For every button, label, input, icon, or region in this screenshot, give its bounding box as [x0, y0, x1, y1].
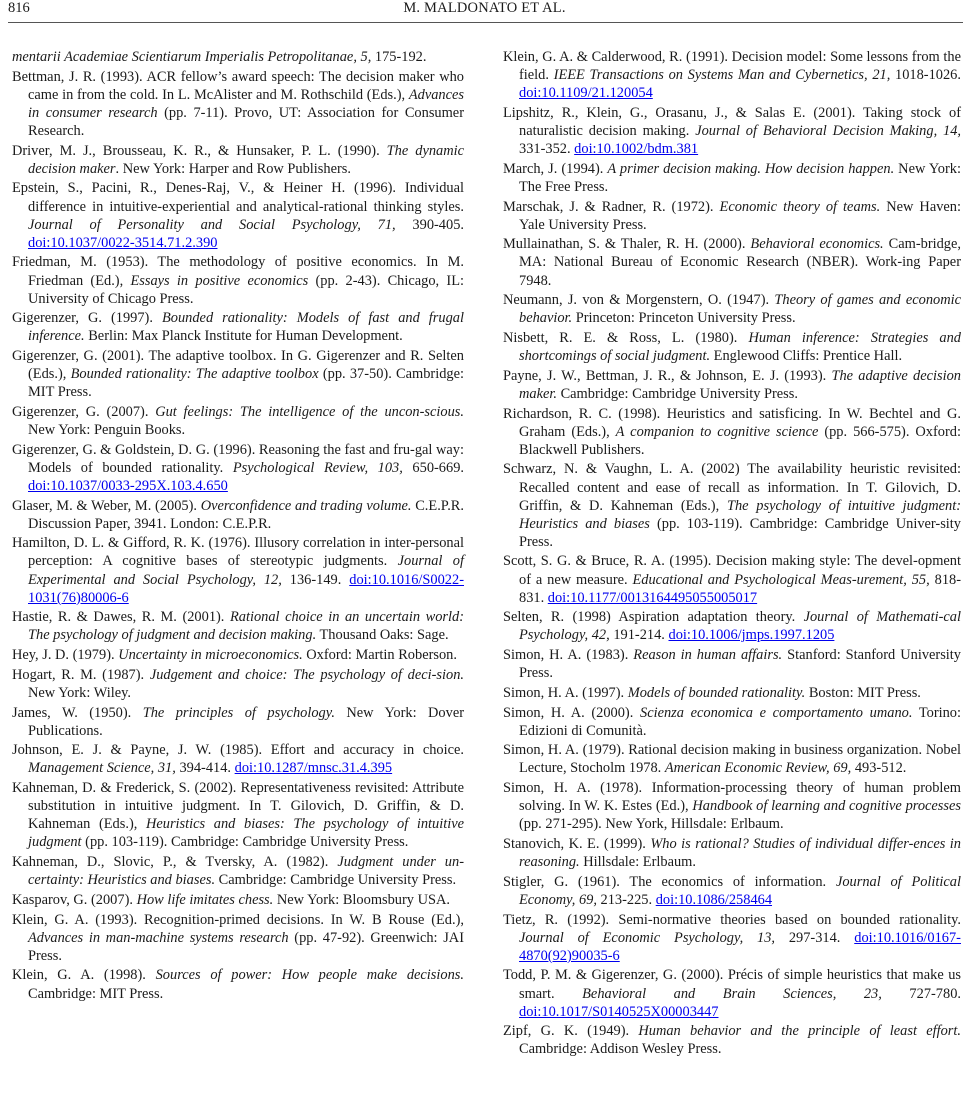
doi-link[interactable]: doi:10.1016/S0022-1031(76)80006-6 — [28, 571, 464, 606]
reference-italic-text: Heuristics and biases: The psychology of intuitive judgment — [28, 816, 464, 851]
reference-entry — [503, 966, 961, 1020]
reference-text: Lipshitz, R., Klein, G., Orasanu, J., & Salas E. (2001). Taking stock of naturalistic decision making. — [503, 104, 961, 139]
reference-text: Friedman, M. (1953). The methodology of positive economics. In M. Friedman (Ed.), — [12, 254, 464, 289]
reference-italic-text: Sources of power: How people make decisions. — [155, 967, 464, 984]
reference-entry — [503, 608, 961, 644]
reference-text: 331-352. — [519, 141, 575, 158]
reference-italic-text: Psychological Review, 103, — [232, 459, 403, 476]
reference-italic-text: Who is rational? Studies of individual differ-ences in reasoning. — [519, 836, 961, 871]
reference-text: Zipf, G. K. (1949). — [503, 1023, 639, 1040]
reference-entry — [12, 179, 464, 251]
reference-italic-text: Advances in man-machine systems research — [28, 929, 289, 946]
reference-text: Mullainathan, S. & Thaler, R. H. (2000). — [503, 236, 751, 253]
reference-text: Selten, R. (1998) Aspiration adaptation theory. — [503, 609, 804, 626]
reference-italic-text: IEEE Transactions on Systems Man and Cybernetics, 21, — [553, 67, 891, 84]
reference-entry — [12, 666, 464, 702]
reference-italic-text: Behavioral economics. — [750, 236, 884, 253]
reference-italic-text: Journal of Political Economy, 69, — [519, 873, 961, 908]
reference-entry — [12, 853, 464, 889]
reference-text: Thousand Oaks: Sage. — [316, 627, 449, 644]
reference-italic-text: Rational choice in an uncertain world: The psychology of judgment and decision making. — [28, 609, 464, 644]
reference-entry — [503, 552, 961, 606]
reference-text: 818-831. — [519, 571, 962, 606]
reference-text: Kasparov, G. (2007). — [12, 891, 137, 908]
reference-text: Cambridge: Cambridge University Press. — [215, 872, 457, 889]
reference-text: Cambridge: Cambridge University Press. — [556, 385, 798, 402]
reference-text: New York: Penguin Books. — [28, 422, 186, 439]
reference-text: New York: Bloomsbury USA. — [273, 891, 450, 908]
reference-text: Stanovich, K. E. (1999). — [503, 836, 651, 853]
reference-text: (pp. 37-50). Cambridge: MIT Press. — [28, 366, 464, 401]
reference-text: Hey, J. D. (1979). — [12, 647, 119, 664]
reference-text: Todd, P. M. & Gigerenzer, G. (2000). Précis of simple heuristics that make us smart. — [503, 967, 961, 1002]
reference-entry — [12, 534, 464, 606]
reference-entry — [12, 497, 464, 533]
reference-entry — [12, 347, 464, 401]
reference-entry — [12, 309, 464, 345]
reference-italic-text: Judgment under un-certainty: Heuristics and biases. — [28, 854, 464, 889]
doi-link[interactable]: doi:10.1002/bdm.381 — [574, 141, 699, 158]
reference-entry — [503, 235, 961, 289]
reference-text: (pp. 103-119). Cambridge: Cambridge Univer-sity Press. — [519, 515, 961, 550]
reference-text: Richardson, R. C. (1998). Heuristics and satisficing. In W. Bechtel and G. Graham (Eds.), — [503, 405, 961, 440]
reference-italic-text: A primer decision making. How decision happen. — [607, 160, 895, 177]
references-column-right — [503, 48, 961, 1060]
reference-text: Gigerenzer, G. (2007). — [12, 403, 156, 420]
reference-italic-text: Bounded rationality: The adaptive toolbox — [70, 366, 319, 383]
reference-italic-text: Scienza economica e comportamento umano. — [640, 704, 913, 721]
reference-italic-text: Journal of Mathemati-cal Psychology, 42, — [519, 609, 961, 644]
reference-text: Boston: MIT Press. — [805, 684, 921, 701]
reference-italic-text: A companion to cognitive science — [615, 423, 819, 440]
reference-entry — [503, 779, 961, 833]
reference-text: Epstein, S., Pacini, R., Denes-Raj, V., & Heiner H. (1996). Individual difference in intuitive-experiential and analytical-rational thinking styles. — [12, 180, 464, 215]
reference-text: Tietz, R. (1992). Semi-normative theories based on bounded rationality. — [503, 911, 961, 928]
doi-link[interactable]: doi:10.1109/21.120054 — [519, 85, 653, 102]
reference-entry — [503, 911, 961, 965]
reference-entry — [12, 48, 464, 66]
reference-text: Neumann, J. von & Morgenstern, O. (1947). — [503, 292, 775, 309]
reference-italic-text: Journal of Personality and Social Psychology, 71, — [28, 216, 396, 233]
reference-text: 390-405. — [395, 216, 464, 233]
reference-text: 1018-1026. — [890, 67, 961, 84]
reference-text: Hastie, R. & Dawes, R. M. (2001). — [12, 609, 230, 626]
reference-entry — [12, 646, 464, 664]
reference-italic-text: Essays in positive economics — [130, 272, 309, 289]
reference-italic-text: Theory of games and economic behavior. — [519, 292, 961, 327]
reference-text: Simon, H. A. (1978). Information-processing theory of human problem solving. In W. K. Estes (Ed.), — [503, 780, 961, 815]
reference-text: Johnson, E. J. & Payne, J. W. (1985). Effort and accuracy in choice. — [12, 742, 464, 759]
reference-text: New York: Wiley. — [28, 684, 131, 701]
reference-entry — [12, 608, 464, 644]
reference-entry — [12, 911, 464, 965]
reference-entry — [12, 253, 464, 307]
reference-italic-text: mentarii Academiae Scientiarum Imperialis Petropolitanae, 5, — [12, 49, 372, 65]
reference-entry — [503, 684, 961, 702]
reference-text: Simon, H. A. (1983). — [503, 647, 634, 664]
reference-text: Englewood Cliffs: Prentice Hall. — [710, 348, 903, 365]
reference-text: Kahneman, D. & Frederick, S. (2002). Representativeness revisited: Attribute substitution in intuitive judgment. In T. Gilovich, D. Griffin, & D. Kahneman (Eds.), — [12, 780, 464, 833]
reference-italic-text: Behavioral and Brain Sciences, 23, — [582, 985, 882, 1002]
reference-italic-text: Journal of Experimental and Social Psychology, 12, — [28, 553, 464, 588]
reference-text: March, J. (1994). — [503, 160, 608, 177]
reference-text: 493-512. — [851, 760, 907, 777]
reference-italic-text: Overconfidence and trading volume. — [200, 497, 412, 514]
reference-entry — [12, 741, 464, 777]
reference-text: Cambridge: Addison Wesley Press. — [519, 1041, 722, 1058]
reference-text: 136-149. — [281, 571, 350, 588]
reference-text: Simon, H. A. (1997). — [503, 684, 628, 701]
reference-italic-text: Journal of Behavioral Decision Making, 14, — [695, 122, 961, 139]
reference-text: Kahneman, D., Slovic, P., & Tversky, A. (1982). — [12, 854, 338, 871]
doi-link[interactable]: doi:10.1037/0022-3514.71.2.390 — [28, 234, 218, 251]
references-column-left — [12, 48, 464, 1004]
reference-text: Bettman, J. R. (1993). ACR fellow’s award speech: The decision maker who came in from the cold. In L. McAlister and M. Rothschild (Eds.), — [12, 68, 464, 103]
reference-italic-text: Human inference: Strategies and shortcomings of social judgment. — [519, 329, 961, 365]
doi-link[interactable]: doi:10.1177/0013164495055005017 — [547, 589, 758, 606]
reference-italic-text: The principles of psychology. — [142, 704, 335, 721]
reference-text: 394-414. — [175, 760, 235, 777]
reference-text: (pp. 2-43). Chicago, IL: University of Chicago Press. — [28, 272, 464, 307]
reference-text: (pp. 7-11). Provo, UT: Association for Consumer Research. — [28, 104, 464, 139]
reference-text: Simon, H. A. (2000). — [503, 704, 640, 721]
reference-text: Torino: Edizioni di Comunità. — [519, 704, 962, 739]
reference-text: Hillsdale: Erlbaum. — [579, 854, 696, 871]
reference-text: (pp. 47-92). Greenwich: JAI Press. — [28, 929, 464, 964]
running-head: M. MALDONATO ET AL. — [403, 0, 566, 16]
reference-text: Klein, G. A. (1998). — [12, 967, 156, 984]
reference-entry — [503, 160, 961, 196]
reference-text: (pp. 271-295). New York, Hillsdale: Erlbaum. — [519, 816, 784, 833]
reference-italic-text: Human behavior and the principle of least effort. — [638, 1023, 961, 1040]
reference-entry — [503, 198, 961, 234]
reference-text: . New York: Harper and Row Publishers. — [115, 160, 351, 177]
reference-entry — [503, 48, 961, 102]
reference-entry — [12, 68, 464, 140]
reference-text: Princeton: Princeton University Press. — [572, 310, 796, 327]
reference-italic-text: How life imitates chess. — [136, 891, 274, 908]
reference-text: Oxford: Martin Roberson. — [302, 647, 457, 664]
reference-entry — [503, 873, 961, 909]
doi-link[interactable]: doi:10.1287/mnsc.31.4.395 — [234, 760, 393, 777]
reference-text: 175-192. — [371, 49, 427, 65]
reference-text: Gigerenzer, G. (1997). — [12, 310, 162, 327]
reference-entry — [503, 367, 961, 403]
reference-entry — [503, 460, 961, 550]
reference-entry — [12, 779, 464, 851]
reference-text: Hogart, R. M. (1987). — [12, 666, 150, 683]
reference-text: Gigerenzer, G. (2001). The adaptive toolbox. In G. Gigerenzer and R. Selten (Eds.), — [12, 348, 464, 383]
reference-entry — [503, 405, 961, 459]
reference-italic-text: The adaptive decision maker. — [519, 367, 961, 402]
reference-entry — [503, 104, 961, 158]
reference-italic-text: Reason in human affairs. — [633, 647, 783, 664]
reference-entry — [12, 704, 464, 740]
reference-text: Hamilton, D. L. & Gifford, R. K. (1976). Illusory correlation in inter-personal perception: A cognitive bases of stereotypic judgments. — [12, 535, 464, 570]
reference-text: Gigerenzer, G. & Goldstein, D. G. (1996). Reasoning the fast and fru-gal way: Models of bounded rationality. — [12, 441, 464, 476]
reference-italic-text: Judgement and choice: The psychology of deci-sion. — [149, 666, 464, 683]
reference-text: Schwarz, N. & Vaughn, L. A. (2002) The availability heuristic revisited: Recalled content and ease of recall as information. In T. Gilovich, D. Griffin, & D. Kahneman (Eds.), — [503, 461, 961, 514]
reference-text: Nisbett, R. E. & Ross, L. (1980). — [503, 329, 749, 346]
reference-italic-text: Advances in consumer research — [28, 86, 464, 121]
reference-text: Berlin: Max Planck Institute for Human Development. — [84, 328, 403, 345]
reference-text: New York: Dover Publications. — [28, 704, 465, 739]
reference-entry — [503, 835, 961, 871]
reference-italic-text: Journal of Economic Psychology, 13, — [519, 929, 775, 946]
reference-text: James, W. (1950). — [12, 704, 143, 721]
reference-text: 650-669. — [402, 459, 464, 476]
reference-text: Simon, H. A. (1979). Rational decision making in business organization. Nobel Lecture, Stocholm 1978. — [503, 742, 961, 777]
reference-entry — [503, 291, 961, 327]
reference-entry — [12, 966, 464, 1002]
reference-italic-text: Economic theory of teams. — [719, 198, 881, 215]
reference-italic-text: Models of bounded rationality. — [627, 684, 806, 701]
reference-italic-text: Management Science, 31, — [28, 760, 176, 777]
page-number: 816 — [8, 0, 30, 16]
header-rule — [8, 22, 963, 23]
reference-entry — [12, 441, 464, 495]
reference-entry — [503, 704, 961, 740]
reference-entry — [503, 741, 961, 777]
reference-text: Cambridge: MIT Press. — [28, 985, 164, 1002]
reference-italic-text: Educational and Psychological Meas-urement, 55, — [632, 571, 930, 588]
doi-link[interactable]: doi:10.1006/jmps.1997.1205 — [668, 627, 835, 644]
reference-text: 297-314. — [775, 929, 855, 946]
reference-entry — [12, 142, 464, 178]
reference-text: Stanford: Stanford University Press. — [519, 647, 961, 682]
doi-link[interactable]: doi:10.1016/0167-4870(92)90035-6 — [519, 929, 961, 964]
reference-italic-text: The psychology of intuitive judgment: Heuristics and biases — [519, 497, 961, 532]
reference-text: (pp. 566-575). Oxford: Blackwell Publishers. — [519, 423, 961, 458]
reference-entry — [503, 1022, 961, 1058]
reference-entry — [12, 403, 464, 439]
reference-italic-text: American Economic Review, 69, — [664, 760, 852, 777]
reference-text: Marschak, J. & Radner, R. (1972). — [503, 198, 720, 215]
reference-italic-text: Handbook of learning and cognitive processes — [692, 798, 961, 815]
reference-text: Klein, G. A. (1993). Recognition-primed decisions. In W. B Rouse (Ed.), — [12, 911, 464, 928]
reference-text: 191-214. — [609, 627, 669, 644]
reference-entry — [503, 329, 961, 365]
reference-text: 727-780. — [881, 985, 961, 1002]
reference-text: Cam-bridge, MA: National Bureau of Economic Research (NBER). Work-ing Paper 7948. — [519, 236, 961, 289]
reference-text: New York: The Free Press. — [519, 160, 961, 195]
reference-entry — [503, 646, 961, 682]
reference-text: Klein, G. A. & Calderwood, R. (1991). Decision model: Some lessons from the field. — [503, 49, 961, 84]
doi-link[interactable]: doi:10.1017/S0140525X00003447 — [519, 1003, 719, 1020]
reference-italic-text: Gut feelings: The intelligence of the uncon-scious. — [155, 403, 464, 420]
reference-text: Payne, J. W., Bettman, J. R., & Johnson, E. J. (1993). — [503, 367, 832, 384]
reference-text: Driver, M. J., Brousseau, K. R., & Hunsaker, P. L. (1990). — [12, 142, 387, 159]
reference-text: Stigler, G. (1961). The economics of information. — [503, 873, 836, 890]
reference-italic-text: Bounded rationality: Models of fast and frugal inference. — [28, 310, 464, 345]
reference-italic-text: Uncertainty in microeconomics. — [118, 647, 303, 664]
reference-text: C.E.P.R. Discussion Paper, 3941. London: C.E.P.R. — [28, 497, 464, 532]
reference-text: (pp. 103-119). Cambridge: Cambridge University Press. — [81, 834, 409, 851]
reference-text: Glaser, M. & Weber, M. (2005). — [12, 497, 201, 514]
reference-text: New Haven: Yale University Press. — [519, 198, 961, 233]
page-header — [0, 0, 969, 26]
reference-italic-text: The dynamic decision maker — [28, 142, 464, 177]
doi-link[interactable]: doi:10.1037/0033-295X.103.4.650 — [28, 477, 228, 494]
doi-link[interactable]: doi:10.1086/258464 — [655, 891, 773, 908]
reference-text: 213-225. — [596, 891, 656, 908]
reference-entry — [12, 891, 464, 909]
reference-text: Scott, S. G. & Bruce, R. A. (1995). Decision making style: The devel-opment of a new measure. — [503, 553, 961, 588]
